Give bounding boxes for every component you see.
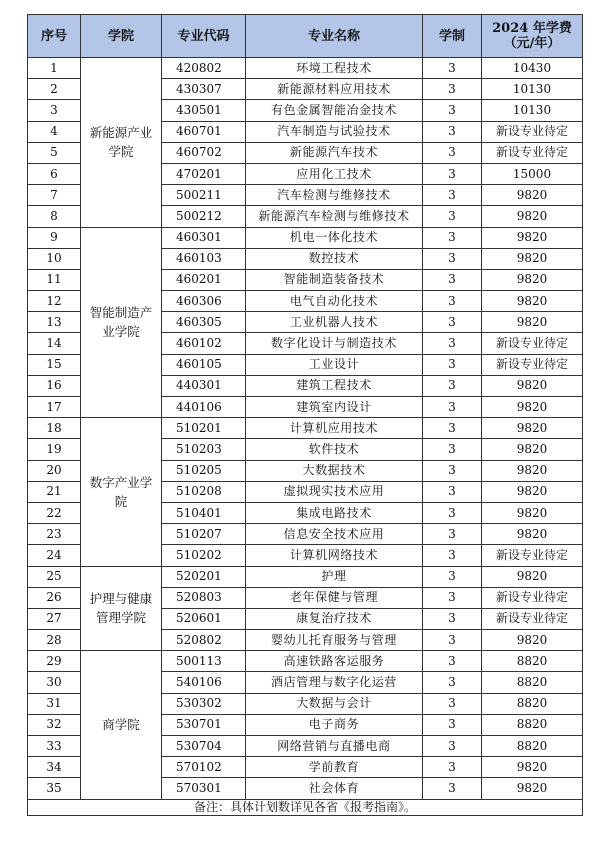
cell-major-code: 460102: [162, 333, 246, 354]
cell-tuition: 9820: [482, 185, 583, 206]
cell-duration: 3: [423, 333, 482, 354]
cell-major-code: 460103: [162, 248, 246, 269]
cell-major-name: 新能源材料应用技术: [246, 79, 423, 100]
cell-tuition: 9820: [482, 206, 583, 227]
cell-no: 4: [28, 121, 81, 142]
cell-tuition: 9820: [482, 312, 583, 333]
cell-tuition: 15000: [482, 163, 583, 184]
cell-major-name: 酒店管理与数字化运营: [246, 672, 423, 693]
table-row: [28, 58, 583, 79]
cell-duration: 3: [423, 269, 482, 290]
cell-college: 数字产业学院: [81, 418, 162, 566]
cell-major-code: 510201: [162, 418, 246, 439]
cell-tuition: 9820: [482, 291, 583, 312]
cell-duration: 3: [423, 248, 482, 269]
cell-tuition: 8820: [482, 693, 583, 714]
header-college: 学院: [81, 15, 162, 58]
cell-no: 32: [28, 714, 81, 735]
cell-duration: 3: [423, 418, 482, 439]
cell-duration: 3: [423, 714, 482, 735]
cell-major-code: 500211: [162, 185, 246, 206]
cell-major-name: 虚拟现实技术应用: [246, 481, 423, 502]
cell-no: 23: [28, 524, 81, 545]
cell-major-name: 机电一体化技术: [246, 227, 423, 248]
table-body: [28, 58, 583, 800]
cell-major-name: 数字化设计与制造技术: [246, 333, 423, 354]
cell-college: 护理与健康管理学院: [81, 566, 162, 651]
fee-document: [27, 14, 582, 844]
cell-major-code: 430307: [162, 79, 246, 100]
cell-major-code: 540106: [162, 672, 246, 693]
cell-no: 26: [28, 587, 81, 608]
cell-major-name: 建筑工程技术: [246, 375, 423, 396]
cell-no: 17: [28, 397, 81, 418]
cell-duration: 3: [423, 502, 482, 523]
cell-major-code: 530302: [162, 693, 246, 714]
cell-duration: 3: [423, 58, 482, 79]
cell-tuition: 新设专业待定: [482, 121, 583, 142]
cell-no: 7: [28, 185, 81, 206]
cell-duration: 3: [423, 375, 482, 396]
cell-duration: 3: [423, 439, 482, 460]
cell-duration: 3: [423, 608, 482, 629]
cell-tuition: 9820: [482, 460, 583, 481]
table-header-row: [28, 15, 583, 58]
cell-major-name: 有色金属智能冶金技术: [246, 100, 423, 121]
cell-duration: 3: [423, 757, 482, 778]
note-row: [28, 799, 583, 815]
cell-major-name: 高速铁路客运服务: [246, 651, 423, 672]
cell-tuition: 10430: [482, 58, 583, 79]
cell-no: 9: [28, 227, 81, 248]
cell-tuition: 8820: [482, 714, 583, 735]
cell-tuition: 10130: [482, 100, 583, 121]
cell-duration: 3: [423, 545, 482, 566]
cell-major-name: 护理: [246, 566, 423, 587]
cell-no: 1: [28, 58, 81, 79]
cell-major-code: 430501: [162, 100, 246, 121]
cell-major-name: 电子商务: [246, 714, 423, 735]
cell-tuition: 9820: [482, 566, 583, 587]
cell-tuition: 9820: [482, 630, 583, 651]
cell-tuition: 新设专业待定: [482, 142, 583, 163]
cell-no: 24: [28, 545, 81, 566]
cell-tuition: 新设专业待定: [482, 333, 583, 354]
cell-tuition: 新设专业待定: [482, 608, 583, 629]
cell-no: 5: [28, 142, 81, 163]
cell-tuition: 9820: [482, 778, 583, 799]
cell-no: 21: [28, 481, 81, 502]
cell-college: 商学院: [81, 651, 162, 799]
cell-no: 35: [28, 778, 81, 799]
cell-college: 新能源产业学院: [81, 58, 162, 228]
cell-duration: 3: [423, 672, 482, 693]
cell-major-code: 570102: [162, 757, 246, 778]
cell-major-name: 工业机器人技术: [246, 312, 423, 333]
cell-duration: 3: [423, 778, 482, 799]
cell-duration: 3: [423, 651, 482, 672]
cell-major-code: 460301: [162, 227, 246, 248]
cell-duration: 3: [423, 481, 482, 502]
cell-major-name: 汽车制造与试验技术: [246, 121, 423, 142]
cell-duration: 3: [423, 312, 482, 333]
cell-tuition: 9820: [482, 757, 583, 778]
cell-major-code: 460701: [162, 121, 246, 142]
cell-duration: 3: [423, 206, 482, 227]
cell-no: 14: [28, 333, 81, 354]
cell-duration: 3: [423, 227, 482, 248]
cell-major-code: 460306: [162, 291, 246, 312]
cell-duration: 3: [423, 566, 482, 587]
cell-major-code: 510202: [162, 545, 246, 566]
cell-tuition: 9820: [482, 502, 583, 523]
note-text: 备注：具体计划数详见各省《报考指南》。: [28, 799, 583, 815]
cell-duration: 3: [423, 524, 482, 545]
cell-duration: 3: [423, 121, 482, 142]
cell-major-name: 新能源汽车技术: [246, 142, 423, 163]
cell-tuition: 9820: [482, 524, 583, 545]
cell-major-code: 510208: [162, 481, 246, 502]
cell-tuition: 9820: [482, 269, 583, 290]
cell-no: 30: [28, 672, 81, 693]
cell-major-name: 康复治疗技术: [246, 608, 423, 629]
header-major-name: 专业名称: [246, 15, 423, 58]
cell-major-code: 570301: [162, 778, 246, 799]
cell-duration: 3: [423, 291, 482, 312]
cell-duration: 3: [423, 100, 482, 121]
table-row: [28, 418, 583, 439]
cell-no: 11: [28, 269, 81, 290]
cell-duration: 3: [423, 397, 482, 418]
header-tuition: 2024 年学费（元/年）: [482, 15, 583, 58]
cell-major-name: 网络营销与直播电商: [246, 736, 423, 757]
cell-no: 20: [28, 460, 81, 481]
cell-major-code: 520803: [162, 587, 246, 608]
cell-major-code: 510401: [162, 502, 246, 523]
cell-duration: 3: [423, 736, 482, 757]
cell-major-name: 大数据技术: [246, 460, 423, 481]
cell-major-code: 460702: [162, 142, 246, 163]
cell-tuition: 新设专业待定: [482, 545, 583, 566]
cell-tuition: 9820: [482, 375, 583, 396]
cell-major-code: 510207: [162, 524, 246, 545]
cell-tuition: 9820: [482, 227, 583, 248]
cell-major-code: 440106: [162, 397, 246, 418]
cell-major-code: 460105: [162, 354, 246, 375]
cell-tuition: 9820: [482, 418, 583, 439]
cell-no: 8: [28, 206, 81, 227]
cell-no: 16: [28, 375, 81, 396]
cell-tuition: 9820: [482, 439, 583, 460]
cell-major-code: 520201: [162, 566, 246, 587]
cell-college: 智能制造产业学院: [81, 227, 162, 418]
cell-duration: 3: [423, 460, 482, 481]
cell-major-name: 汽车检测与维修技术: [246, 185, 423, 206]
cell-major-name: 计算机网络技术: [246, 545, 423, 566]
cell-major-name: 计算机应用技术: [246, 418, 423, 439]
cell-major-name: 软件技术: [246, 439, 423, 460]
table-row: [28, 227, 583, 248]
cell-major-name: 社会体育: [246, 778, 423, 799]
header-duration: 学制: [423, 15, 482, 58]
cell-major-code: 460201: [162, 269, 246, 290]
cell-major-name: 婴幼儿托育服务与管理: [246, 630, 423, 651]
cell-no: 29: [28, 651, 81, 672]
cell-major-name: 应用化工技术: [246, 163, 423, 184]
cell-duration: 3: [423, 354, 482, 375]
cell-major-name: 新能源汽车检测与维修技术: [246, 206, 423, 227]
cell-major-code: 510205: [162, 460, 246, 481]
cell-no: 22: [28, 502, 81, 523]
cell-major-code: 520601: [162, 608, 246, 629]
cell-major-code: 530704: [162, 736, 246, 757]
cell-major-name: 智能制造装备技术: [246, 269, 423, 290]
cell-tuition: 9820: [482, 397, 583, 418]
cell-duration: 3: [423, 630, 482, 651]
cell-duration: 3: [423, 587, 482, 608]
cell-no: 18: [28, 418, 81, 439]
cell-no: 2: [28, 79, 81, 100]
cell-no: 34: [28, 757, 81, 778]
cell-tuition: 8820: [482, 736, 583, 757]
cell-no: 12: [28, 291, 81, 312]
cell-no: 25: [28, 566, 81, 587]
cell-major-name: 集成电路技术: [246, 502, 423, 523]
cell-major-code: 500113: [162, 651, 246, 672]
cell-no: 6: [28, 163, 81, 184]
table-row: [28, 651, 583, 672]
tuition-fee-table: [27, 14, 583, 816]
cell-major-code: 420802: [162, 58, 246, 79]
cell-duration: 3: [423, 79, 482, 100]
cell-no: 33: [28, 736, 81, 757]
cell-major-name: 学前教育: [246, 757, 423, 778]
cell-tuition: 8820: [482, 672, 583, 693]
cell-major-code: 530701: [162, 714, 246, 735]
cell-duration: 3: [423, 185, 482, 206]
cell-major-name: 工业设计: [246, 354, 423, 375]
cell-major-code: 440301: [162, 375, 246, 396]
cell-major-name: 信息安全技术应用: [246, 524, 423, 545]
cell-major-name: 环境工程技术: [246, 58, 423, 79]
cell-major-name: 电气自动化技术: [246, 291, 423, 312]
cell-tuition: 10130: [482, 79, 583, 100]
cell-major-code: 510203: [162, 439, 246, 460]
cell-major-name: 建筑室内设计: [246, 397, 423, 418]
cell-duration: 3: [423, 163, 482, 184]
cell-duration: 3: [423, 693, 482, 714]
cell-tuition: 新设专业待定: [482, 354, 583, 375]
cell-no: 3: [28, 100, 81, 121]
cell-duration: 3: [423, 142, 482, 163]
cell-no: 15: [28, 354, 81, 375]
cell-major-code: 520802: [162, 630, 246, 651]
header-major-code: 专业代码: [162, 15, 246, 58]
cell-no: 10: [28, 248, 81, 269]
cell-tuition: 9820: [482, 481, 583, 502]
cell-no: 28: [28, 630, 81, 651]
cell-no: 31: [28, 693, 81, 714]
cell-major-code: 500212: [162, 206, 246, 227]
table-row: [28, 566, 583, 587]
cell-major-code: 470201: [162, 163, 246, 184]
cell-no: 13: [28, 312, 81, 333]
cell-no: 19: [28, 439, 81, 460]
cell-tuition: 8820: [482, 651, 583, 672]
cell-tuition: 新设专业待定: [482, 587, 583, 608]
cell-tuition: 9820: [482, 248, 583, 269]
header-no: 序号: [28, 15, 81, 58]
cell-major-name: 大数据与会计: [246, 693, 423, 714]
cell-major-name: 老年保健与管理: [246, 587, 423, 608]
cell-no: 27: [28, 608, 81, 629]
cell-major-code: 460305: [162, 312, 246, 333]
cell-major-name: 数控技术: [246, 248, 423, 269]
